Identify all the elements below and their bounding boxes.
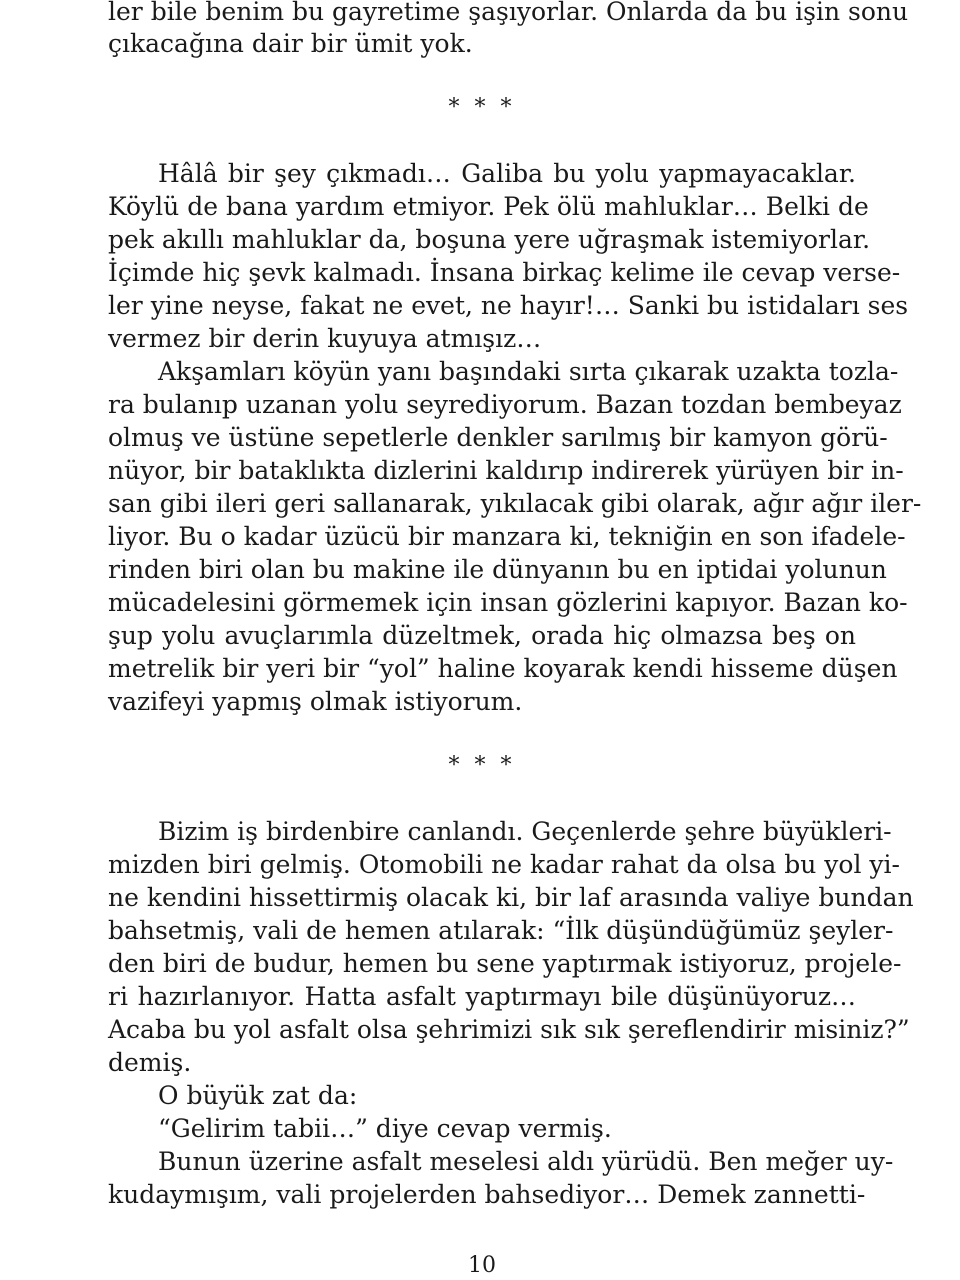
text-line: ler bile benim bu gayretime şaşıyorlar. Onlarda da bu işin sonu [108,0,909,26]
text-line: pek akıllı mahluklar da, boşuna yere uğraşmak istemiyorlar. [108,225,871,254]
text-line: rinden biri olan bu makine ile dünyanın bu en iptidai yolunun [108,555,887,584]
text-line: Bunun üzerine asfalt meselesi aldı yürüdü. Ben meğer uy- [158,1147,894,1176]
text-line: O büyük zat da: [158,1081,358,1110]
text-line: nüyor, bir bataklıkta dizlerini kaldırıp indirerek yürüyen bir in- [108,456,904,485]
text-line: vermez bir derin kuyuya atmışız… [108,324,542,353]
text-line: Akşamları köyün yanı başındaki sırta çıkarak uzakta tozla- [158,357,899,386]
text-line: şup yolu avuçlarımla düzeltmek, orada hiç olmazsa beş on [108,621,856,650]
section-separator: * * * [448,753,516,778]
text-line: demiş. [108,1048,192,1077]
text-line: olmuş ve üstüne sepetlerle denkler sarılmış bir kamyon görü- [108,423,888,452]
text-line: ler yine neyse, fakat ne evet, ne hayır!… Sanki bu istidaları ses [108,291,909,320]
text-line: mizden biri gelmiş. Otomobili ne kadar rahat da olsa bu yol yi- [108,850,900,879]
text-line: vazifeyi yapmış olmak istiyorum. [108,687,523,716]
text-line: metrelik bir yeri bir “yol” haline koyarak kendi hisseme düşen [108,654,898,683]
text-line: san gibi ileri geri sallanarak, yıkılacak gibi olarak, ağır ağır iler- [108,489,922,518]
text-line: çıkacağına dair bir ümit yok. [108,29,473,58]
text-line: Bizim iş birdenbire canlandı. Geçenlerde şehre büyükleri- [158,817,892,846]
text-line: mücadelesini görmemek için insan gözlerini kapıyor. Bazan ko- [108,588,908,617]
text-line: Acaba bu yol asfalt olsa şehrimizi sık sık şereflendirir misiniz?” [108,1015,910,1044]
book-page [108,0,922,1280]
text-line: den biri de budur, hemen bu sene yaptırmak istiyoruz, projele- [108,949,902,978]
text-line: Köylü de bana yardım etmiyor. Pek ölü mahluklar… Belki de [108,192,869,221]
section-separator: * * * [448,95,516,120]
text-line: ne kendini hissettirmiş olacak ki, bir laf arasında valiye bundan [108,883,914,912]
text-line: İçimde hiç şevk kalmadı. İnsana birkaç kelime ile cevap verse- [108,258,901,287]
text-line: ra bulanıp uzanan yolu seyrediyorum. Bazan tozdan bembeyaz [108,390,902,419]
text-line: ri hazırlanıyor. Hatta asfalt yaptırmayı bile düşünüyoruz… [108,982,856,1011]
page-number: 10 [468,1253,496,1278]
text-line: liyor. Bu o kadar üzücü bir manzara ki, tekniğin en son ifadele- [108,522,906,551]
text-line: kudaymışım, vali projelerden bahsediyor… Demek zannetti- [108,1180,866,1209]
text-line: bahsetmiş, vali de hemen atılarak: “İlk düşündüğümüz şeyler- [108,916,894,945]
text-line: Hâlâ bir şey çıkmadı… Galiba bu yolu yapmayacaklar. [158,159,856,188]
text-line: “Gelirim tabii…” diye cevap vermiş. [158,1114,612,1143]
